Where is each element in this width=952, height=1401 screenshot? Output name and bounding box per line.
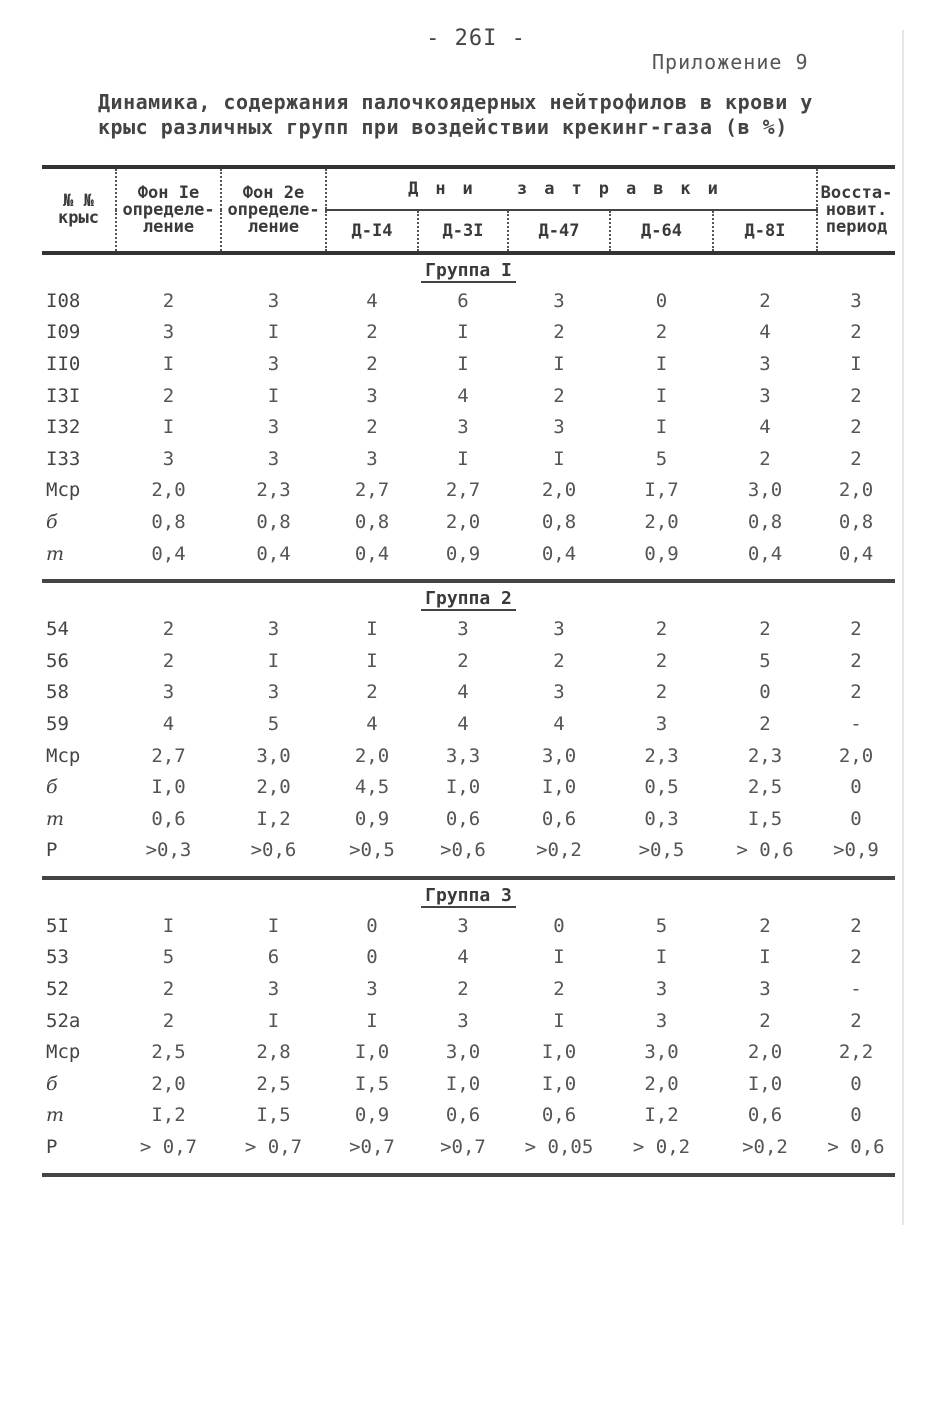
table-cell: I	[655, 352, 668, 375]
table-cell: 2	[366, 416, 378, 439]
table-cell: 3	[457, 416, 469, 439]
table-cell: 2,7	[354, 479, 390, 502]
table-cell: 0	[850, 776, 862, 799]
table-cell: 4	[759, 321, 771, 344]
group-separator	[42, 569, 895, 581]
table-cell: 4	[759, 416, 771, 439]
table-cell: 2	[759, 914, 771, 937]
table-cell: 2	[655, 618, 668, 641]
table-cell: 3,0	[445, 1041, 481, 1064]
row-label: Мср	[46, 744, 81, 767]
table-cell: 4	[162, 712, 175, 735]
table-cell: >0,3	[145, 839, 192, 862]
group-header-row	[42, 878, 895, 910]
table-cell: 2,0	[151, 1072, 186, 1095]
table-cell: I,0	[151, 776, 186, 799]
group-separator	[42, 866, 895, 878]
table-cell: 0,6	[445, 807, 481, 830]
table-cell: I	[366, 649, 378, 672]
table-cell: 6	[267, 946, 280, 969]
row-label: 52а	[46, 1009, 81, 1032]
header-rat-label: крыс	[58, 208, 99, 228]
table-cell: 2	[366, 352, 378, 375]
table-row	[42, 348, 895, 380]
table-row	[42, 506, 895, 538]
table-row	[42, 317, 895, 349]
table-row	[42, 538, 895, 570]
table-cell: 2,0	[354, 744, 390, 767]
table-cell: 2	[850, 914, 862, 937]
table-row	[42, 285, 895, 317]
table-cell: >0,2	[536, 839, 582, 862]
table-cell: 3	[267, 289, 280, 312]
table-cell: 0	[366, 914, 378, 937]
table-cell: 2	[553, 649, 565, 672]
group-separator-line	[42, 866, 895, 878]
table-cell: I	[267, 384, 280, 407]
table-cell: > 0,6	[827, 1136, 885, 1159]
table-cell: 3	[850, 289, 862, 312]
table-cell: 0	[366, 946, 378, 969]
table-cell: 2,5	[151, 1041, 186, 1064]
header-bg2-line1: Фон 2е	[242, 182, 305, 203]
row-label: 56	[46, 649, 69, 672]
row-label: I3I	[46, 384, 81, 407]
header-bg2-line3: ление	[247, 216, 300, 237]
table-row	[42, 942, 895, 974]
table-cell: 4	[457, 946, 469, 969]
table-cell: 3,0	[747, 479, 783, 502]
row-label: 53	[46, 946, 69, 969]
table-cell: 2	[850, 321, 862, 344]
table-cell: 0,9	[354, 807, 390, 830]
group-header-cell	[42, 878, 895, 910]
table-cell: -	[850, 978, 862, 1001]
table-cell: 4	[553, 712, 565, 735]
table-cell: > 0,05	[524, 1136, 594, 1159]
table-row	[42, 835, 895, 867]
table-cell: 3	[267, 681, 280, 704]
header-day-64: Д-64	[610, 210, 713, 253]
group-separator-line	[42, 1163, 895, 1175]
table-cell: I	[267, 321, 280, 344]
table-cell: 2	[366, 321, 378, 344]
table-cell: I	[553, 946, 565, 969]
table-row	[42, 1036, 895, 1068]
table-row	[42, 1131, 895, 1163]
table-cell: I,0	[541, 1072, 577, 1095]
row-label: m	[46, 807, 65, 830]
table-cell: 2	[457, 978, 469, 1001]
title-line-2: крыс различных групп при воздействии крекинг-газа (в %)	[98, 115, 788, 139]
header-background-2	[221, 167, 326, 253]
table-cell: I,2	[644, 1104, 679, 1127]
table-cell: 0,8	[541, 510, 577, 533]
row-label: б	[46, 1072, 58, 1095]
table-cell: > 0,6	[736, 839, 794, 862]
table-cell: 2	[655, 649, 668, 672]
table-cell: 2	[850, 384, 862, 407]
table-cell: 3,0	[541, 744, 577, 767]
table-cell: 2	[162, 978, 175, 1001]
table-cell: 2	[457, 649, 469, 672]
table-cell: I	[457, 321, 469, 344]
row-label: I32	[46, 416, 81, 439]
table-cell: 0,6	[445, 1104, 481, 1127]
table-cell: 4	[457, 384, 469, 407]
table-cell: 3	[267, 416, 280, 439]
header-background-1	[116, 167, 221, 253]
table-cell: 0,9	[644, 542, 679, 565]
table-cell: 2,7	[445, 479, 481, 502]
table-cell: 2,3	[747, 744, 783, 767]
table-title	[98, 90, 858, 140]
header-exposure-days: Дни затравки	[326, 167, 817, 210]
header-day-31: Д-3I	[418, 210, 508, 253]
row-label: m	[46, 542, 65, 565]
table-cell: I,5	[354, 1072, 390, 1095]
table-row	[42, 411, 895, 443]
table-cell: >0,6	[440, 839, 486, 862]
table-cell: > 0,2	[632, 1136, 691, 1159]
group-header-cell	[42, 581, 895, 613]
table-cell: 0,5	[644, 776, 679, 799]
table-cell: 2	[553, 978, 565, 1001]
table-cell: 2,0	[644, 1072, 679, 1095]
table-cell: 2	[655, 681, 668, 704]
table-cell: 2,0	[838, 744, 874, 767]
table-cell: 4	[366, 289, 378, 312]
table-cell: I,0	[354, 1041, 390, 1064]
table-cell: I	[759, 946, 771, 969]
table-cell: 0,6	[747, 1104, 783, 1127]
table-cell: 0,8	[747, 510, 783, 533]
table-row	[42, 380, 895, 412]
table-cell: 5	[267, 712, 280, 735]
table-cell: 5	[655, 447, 668, 470]
table-cell: I,0	[747, 1072, 783, 1095]
table-cell: 3	[655, 978, 668, 1001]
table-row	[42, 740, 895, 772]
header-recovery-line1: Восста-	[820, 182, 893, 203]
row-label: 52	[46, 978, 69, 1001]
table-cell: 0	[655, 289, 668, 312]
table-cell: 3,3	[445, 744, 481, 767]
table-cell: >0,6	[250, 839, 297, 862]
table-cell: 0,8	[838, 510, 874, 533]
table-cell: 3	[553, 289, 565, 312]
header-recovery-line3: период	[825, 216, 888, 237]
table-cell: 2	[850, 618, 862, 641]
table-row	[42, 708, 895, 740]
header-bg2-line2: определе-	[227, 199, 320, 220]
table-cell: 3	[366, 978, 378, 1001]
table-cell: 2	[553, 384, 565, 407]
row-label: б	[46, 776, 58, 799]
header-rat-number	[42, 167, 116, 253]
header-recovery	[817, 167, 895, 253]
row-label: 54	[46, 618, 69, 641]
table-cell: 0	[850, 1104, 862, 1127]
table-cell: 4	[457, 712, 469, 735]
table-cell: I	[162, 914, 175, 937]
table-cell: I	[267, 649, 280, 672]
table-cell: I,7	[644, 479, 679, 502]
table-cell: 3	[759, 352, 771, 375]
table-row	[42, 910, 895, 942]
row-label: I09	[46, 321, 81, 344]
table-cell: > 0,7	[244, 1136, 303, 1159]
table-cell: I	[162, 352, 175, 375]
table-cell: 2	[162, 289, 175, 312]
table-cell: 0,4	[354, 542, 390, 565]
table-cell: I	[553, 1009, 565, 1032]
table-cell: 5	[759, 649, 771, 672]
table-cell: 2	[162, 1009, 175, 1032]
table-cell: 2	[759, 289, 771, 312]
table-cell: 3	[655, 712, 668, 735]
table-row	[42, 803, 895, 835]
table-cell: 0,6	[151, 807, 186, 830]
table-cell: >0,7	[349, 1136, 395, 1159]
table-cell: 2,7	[151, 744, 186, 767]
header-rat-no: № №	[63, 191, 94, 211]
table-cell: 3,0	[256, 744, 291, 767]
table-cell: -	[850, 712, 862, 735]
table-cell: 0,8	[354, 510, 390, 533]
table-cell: 2,2	[838, 1041, 874, 1064]
table-cell: 5	[162, 946, 175, 969]
table-cell: 2,0	[838, 479, 874, 502]
header-day-14: Д-I4	[326, 210, 418, 253]
row-label: Мср	[46, 1041, 81, 1064]
table-cell: 3	[162, 681, 175, 704]
table-row	[42, 443, 895, 475]
table-cell: I,5	[747, 807, 783, 830]
table-cell: 0,4	[256, 542, 291, 565]
row-label: I08	[46, 289, 81, 312]
table-cell: I	[267, 1009, 280, 1032]
table-cell: I	[267, 914, 280, 937]
table-cell: I,0	[541, 776, 577, 799]
group-header-row	[42, 581, 895, 613]
row-label: P	[46, 839, 58, 862]
table-cell: 2	[655, 321, 668, 344]
table-cell: 2	[850, 416, 862, 439]
table-cell: I	[366, 618, 378, 641]
group-header-cell	[42, 253, 895, 285]
table-cell: 3	[457, 1009, 469, 1032]
table-cell: 3	[267, 978, 280, 1001]
table-cell: 3	[553, 681, 565, 704]
table-cell: 2	[759, 712, 771, 735]
header-day-47: Д-47	[508, 210, 610, 253]
title-line-1: Динамика, содержания палочкоядерных нейтрофилов в крови у	[98, 90, 813, 114]
table-cell: 0,8	[151, 510, 186, 533]
table-cell: I	[366, 1009, 378, 1032]
table-cell: 0,6	[541, 807, 577, 830]
table-cell: 3	[366, 447, 378, 470]
table-cell: 0,4	[541, 542, 577, 565]
table-cell: I,2	[151, 1104, 186, 1127]
table-cell: 2,0	[541, 479, 577, 502]
table-cell: 3	[457, 914, 469, 937]
table-cell: 0	[759, 681, 771, 704]
group-separator-line	[42, 569, 895, 581]
table-row	[42, 973, 895, 1005]
table-cell: 0	[850, 1072, 862, 1095]
table-cell: 2	[850, 946, 862, 969]
header-bg1-line2: определе-	[122, 199, 215, 220]
table-cell: 0,4	[838, 542, 874, 565]
table-cell: 2,3	[644, 744, 679, 767]
table-cell: 2	[162, 649, 175, 672]
table-cell: 4,5	[354, 776, 390, 799]
table-cell: 0,8	[256, 510, 291, 533]
row-label: 58	[46, 681, 69, 704]
table-cell: 2	[850, 681, 862, 704]
row-label: P	[46, 1136, 58, 1159]
row-label: m	[46, 1104, 65, 1127]
table-cell: I	[553, 447, 565, 470]
table-cell: >0,2	[742, 1136, 788, 1159]
table-row	[42, 1068, 895, 1100]
group-header-row	[42, 253, 895, 285]
table-cell: 5	[655, 914, 668, 937]
table-cell: 0	[553, 914, 565, 937]
group-title: Группа I	[421, 260, 516, 283]
table-cell: I	[162, 416, 175, 439]
table-cell: 3	[759, 978, 771, 1001]
table-cell: 0,4	[747, 542, 783, 565]
table-cell: 2	[759, 1009, 771, 1032]
header-recovery-line2: новит.	[825, 199, 888, 220]
table-cell: >0,7	[440, 1136, 486, 1159]
table-cell: 0,9	[445, 542, 481, 565]
row-label: Мср	[46, 479, 81, 502]
table-row	[42, 771, 895, 803]
table-cell: I,5	[256, 1104, 291, 1127]
table-cell: 3	[553, 618, 565, 641]
row-label: I33	[46, 447, 81, 470]
table-cell: 2,8	[256, 1041, 291, 1064]
table-cell: 2	[850, 1009, 862, 1032]
table-cell: 3	[366, 384, 378, 407]
header-bg1-line1: Фон Iе	[137, 182, 200, 203]
table-cell: 0,9	[354, 1104, 390, 1127]
table-cell: 4	[366, 712, 378, 735]
table-cell: 3	[267, 618, 280, 641]
table-cell: 0,3	[644, 807, 679, 830]
table-cell: 2	[553, 321, 565, 344]
table-cell: 2,0	[747, 1041, 783, 1064]
table-row	[42, 645, 895, 677]
table-cell: 3	[457, 618, 469, 641]
table-cell: I,0	[445, 1072, 481, 1095]
table-cell: 2,0	[151, 479, 186, 502]
table-row	[42, 613, 895, 645]
table-cell: 2	[850, 447, 862, 470]
table-cell: 2	[759, 618, 771, 641]
table-row	[42, 677, 895, 709]
page-number: - 26I -	[426, 26, 526, 51]
table-cell: I	[553, 352, 565, 375]
table-cell: 2	[366, 681, 378, 704]
row-label: II0	[46, 352, 81, 375]
appendix-label: Приложение 9	[652, 50, 809, 74]
table-cell: 4	[457, 681, 469, 704]
table-cell: 0,4	[151, 542, 186, 565]
table-cell: I,2	[256, 807, 291, 830]
neutrophil-table	[42, 165, 895, 1177]
table-header	[42, 167, 895, 253]
table-cell: 3	[162, 447, 175, 470]
table-row	[42, 1005, 895, 1037]
table-cell: I	[655, 946, 668, 969]
table-cell: I,0	[541, 1041, 577, 1064]
table-cell: >0,5	[638, 839, 685, 862]
header-bg1-line3: ление	[142, 216, 195, 237]
table-cell: 0	[850, 807, 862, 830]
table-cell: >0,5	[349, 839, 395, 862]
table-cell: 3	[267, 447, 280, 470]
table-cell: I	[850, 352, 862, 375]
table-cell: 3,0	[644, 1041, 679, 1064]
table-cell: 2,5	[256, 1072, 291, 1095]
table-cell: 2,5	[747, 776, 783, 799]
table-cell: 2,0	[644, 510, 679, 533]
table-cell: 3	[759, 384, 771, 407]
table-cell: 3	[553, 416, 565, 439]
table-cell: 2	[850, 649, 862, 672]
row-label: 5I	[46, 914, 69, 937]
table-cell: 3	[267, 352, 280, 375]
group-title: Группа 2	[421, 588, 516, 611]
table-body	[42, 253, 895, 1175]
row-label: б	[46, 510, 58, 533]
table-cell: 2,3	[256, 479, 291, 502]
table-cell: 0,6	[541, 1104, 577, 1127]
group-separator	[42, 1163, 895, 1175]
page-edge-shadow	[902, 30, 904, 1225]
table-cell: 2	[759, 447, 771, 470]
table-cell: 2,0	[256, 776, 291, 799]
table-cell: > 0,7	[139, 1136, 198, 1159]
table-cell: I	[655, 416, 668, 439]
table-cell: I	[655, 384, 668, 407]
header-day-81: Д-8I	[713, 210, 817, 253]
table-cell: I	[457, 352, 469, 375]
table-cell: 2	[162, 618, 175, 641]
table-cell: 3	[655, 1009, 668, 1032]
row-label: 59	[46, 712, 69, 735]
table-cell: I	[457, 447, 469, 470]
table-cell: 3	[162, 321, 175, 344]
table-cell: >0,9	[833, 839, 879, 862]
table-cell: 6	[457, 289, 469, 312]
table-cell: 2	[162, 384, 175, 407]
group-title: Группа 3	[421, 885, 516, 908]
table-row	[42, 1100, 895, 1132]
table-cell: I,0	[445, 776, 481, 799]
table-cell: 2,0	[445, 510, 481, 533]
table-row	[42, 475, 895, 507]
